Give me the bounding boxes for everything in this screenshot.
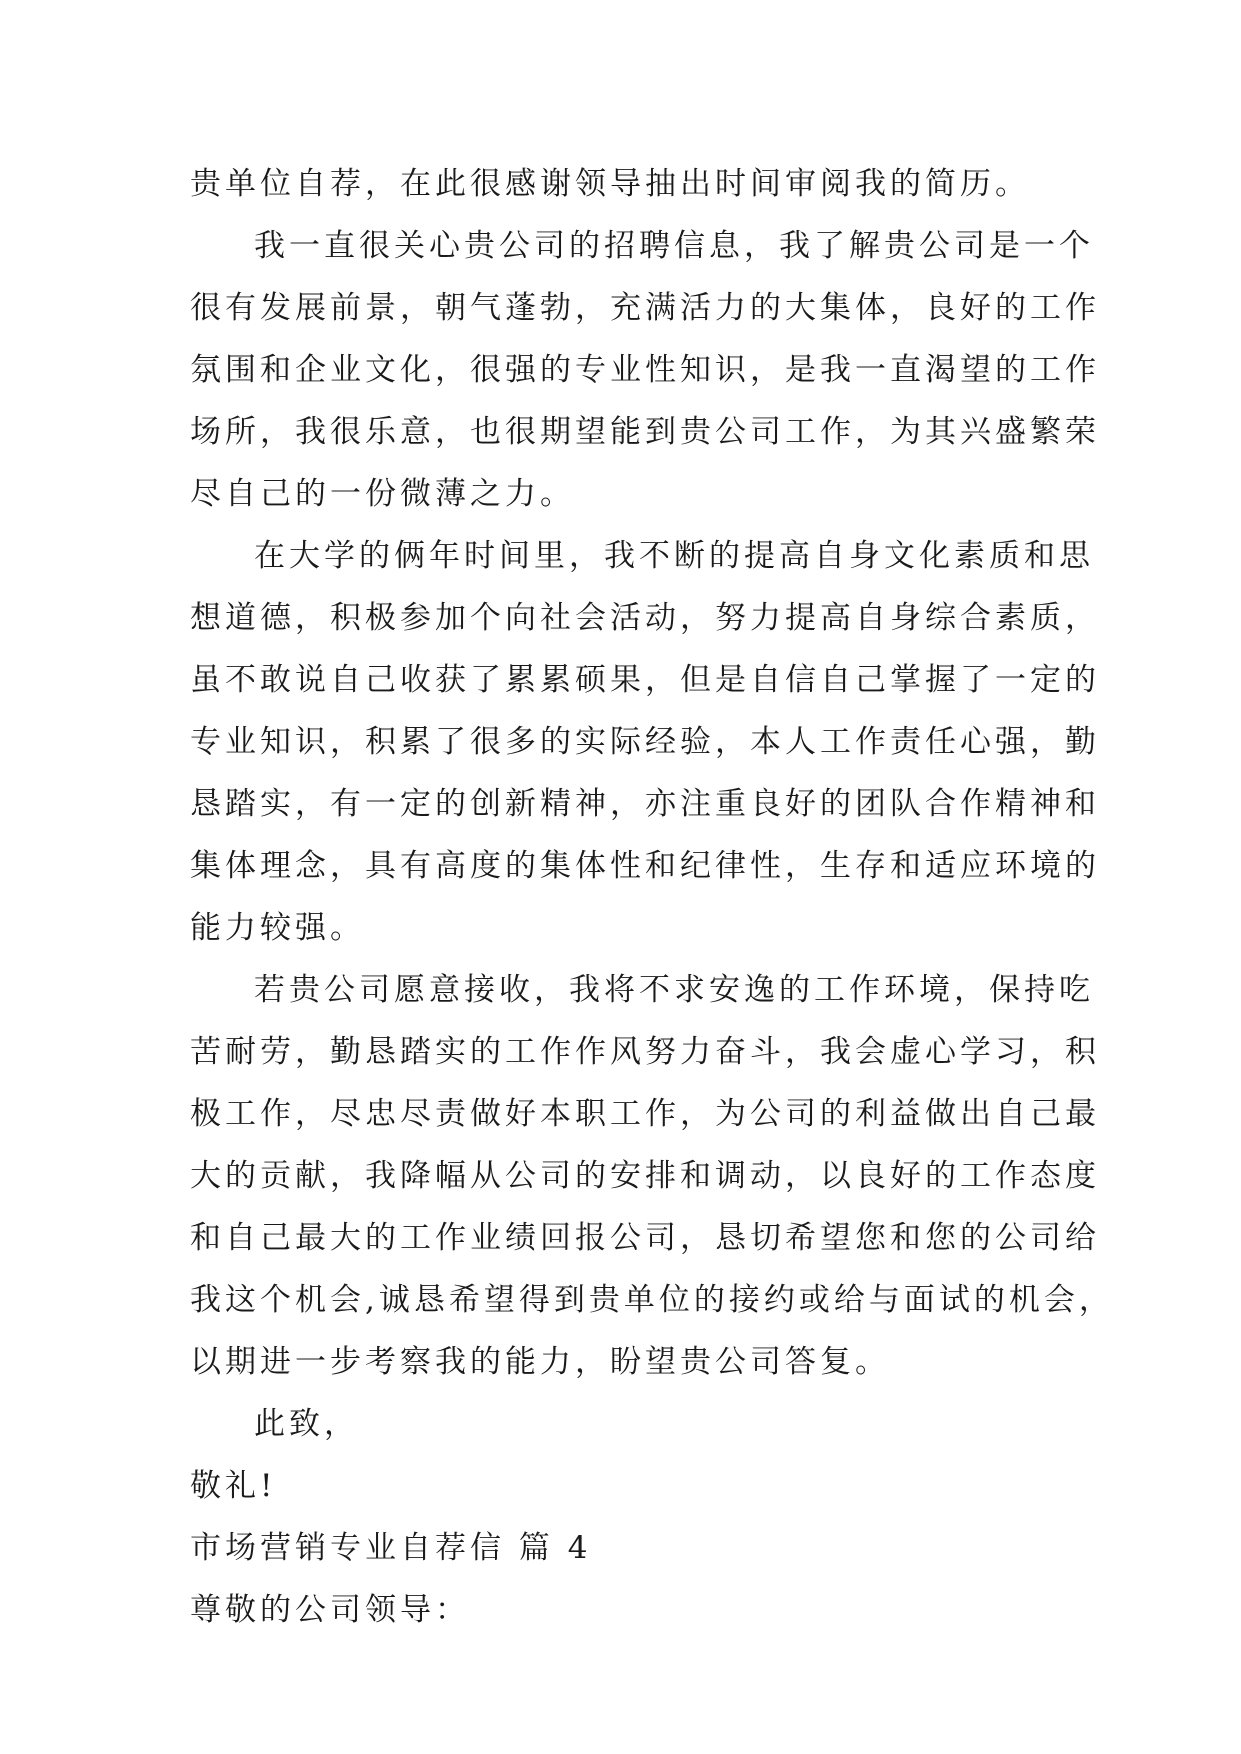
text-line: 和自己最大的工作业绩回报公司，恳切希望您和您的公司给	[190, 1220, 1100, 1256]
text-line: 氛围和企业文化，很强的专业性知识，是我一直渴望的工作	[190, 352, 1100, 388]
text-line: 恳踏实，有一定的创新精神，亦注重良好的团队合作精神和	[190, 786, 1100, 822]
greeting-line: 尊敬的公司领导：	[190, 1592, 470, 1628]
document-body	[190, 153, 1114, 1641]
text-line: 能力较强。	[190, 910, 365, 946]
text-line: 集体理念，具有高度的集体性和纪律性，生存和适应环境的	[190, 848, 1100, 884]
text-line: 专业知识，积累了很多的实际经验，本人工作责任心强，勤	[190, 724, 1100, 760]
text-line: 以期进一步考察我的能力，盼望贵公司答复。	[190, 1344, 890, 1380]
text-line: 大的贡献，我降幅从公司的安排和调动，以良好的工作态度	[190, 1158, 1100, 1194]
text-line: 我这个机会,诚恳希望得到贵单位的接约或给与面试的机会，	[190, 1282, 1114, 1318]
text-line: 很有发展前景，朝气蓬勃，充满活力的大集体，良好的工作	[190, 290, 1100, 326]
text-line: 虽不敢说自己收获了累累硕果，但是自信自己掌握了一定的	[190, 662, 1100, 698]
closing-salutation: 此致，	[254, 1406, 359, 1442]
closing-regards: 敬礼!	[190, 1468, 277, 1504]
text-line: 想道德，积极参加个向社会活动，努力提高自身综合素质，	[190, 600, 1100, 636]
section-heading: 市场营销专业自荐信 篇 4	[190, 1530, 592, 1566]
text-line: 苦耐劳，勤恳踏实的工作作风努力奋斗，我会虚心学习，积	[190, 1034, 1100, 1070]
text-line: 极工作，尽忠尽责做好本职工作，为公司的利益做出自己最	[190, 1096, 1100, 1132]
text-line: 我一直很关心贵公司的招聘信息，我了解贵公司是一个	[254, 228, 1094, 264]
text-line: 尽自己的一份微薄之力。	[190, 476, 575, 512]
text-line: 在大学的俩年时间里，我不断的提高自身文化素质和思	[254, 538, 1094, 574]
text-line: 若贵公司愿意接收，我将不求安逸的工作环境，保持吃	[254, 972, 1094, 1008]
text-line: 场所，我很乐意，也很期望能到贵公司工作，为其兴盛繁荣	[190, 414, 1100, 450]
text-line: 贵单位自荐，在此很感谢领导抽出时间审阅我的简历。	[190, 166, 1030, 202]
